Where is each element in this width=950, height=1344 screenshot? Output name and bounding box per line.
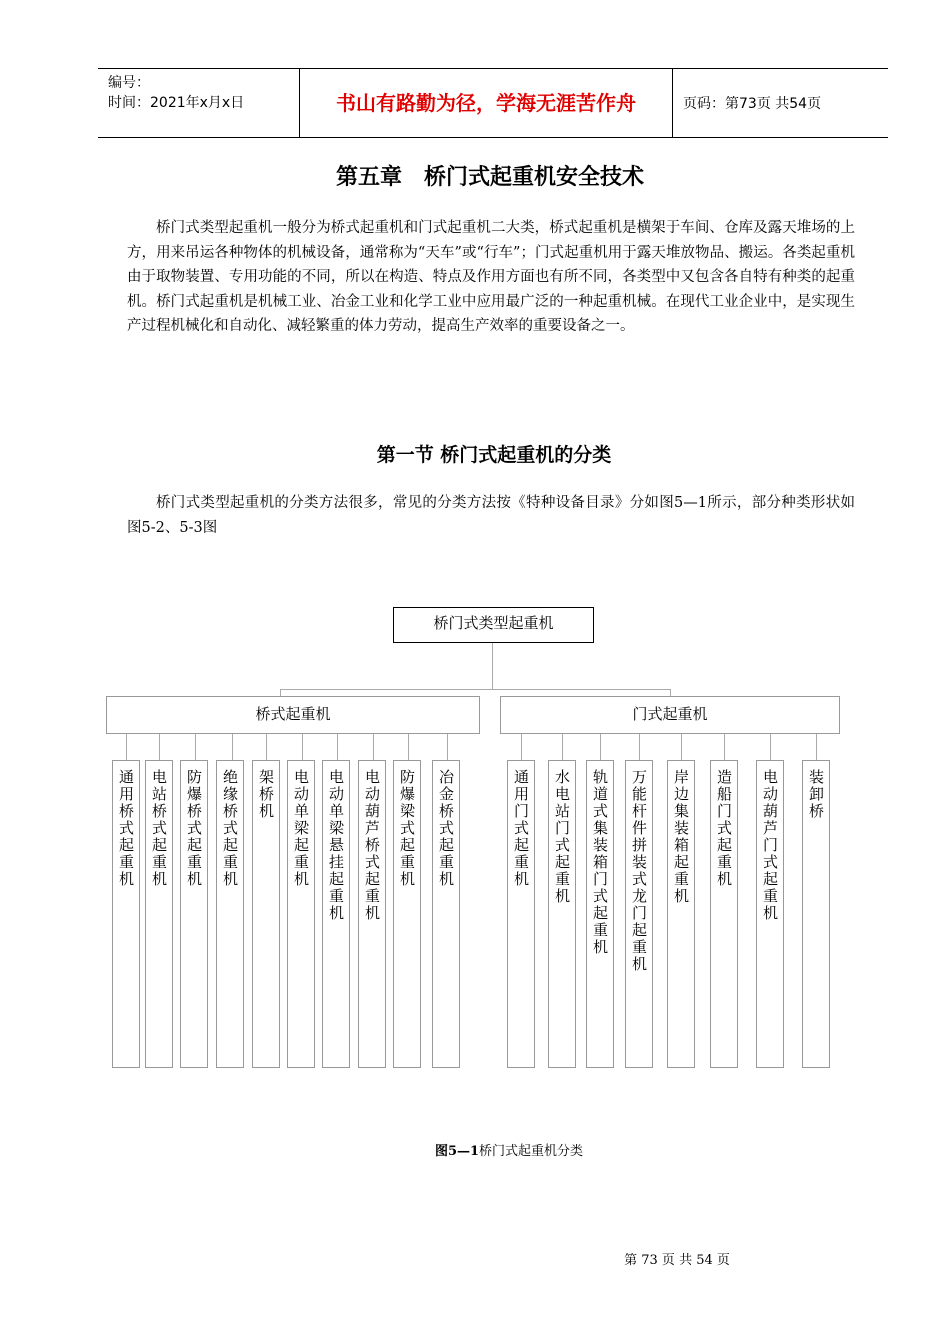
leaf-electric-hoist-gantry-crane: 电动葫芦门式起重机	[756, 760, 784, 1068]
page-footer: 第 73 页 共 54 页	[624, 1253, 730, 1268]
leaf-universal-member-gantry-crane: 万能杆件拼装式龙门起重机	[625, 760, 653, 1068]
leaf-connector	[126, 734, 127, 760]
branch-drop	[670, 689, 671, 696]
bridge-crane-node: 桥式起重机	[106, 696, 480, 734]
leaf-general-gantry-crane: 通用门式起重机	[507, 760, 535, 1068]
chapter-title: 第五章 桥门式起重机安全技术	[335, 165, 644, 190]
leaf-rail-container-gantry-crane: 轨道式集装箱门式起重机	[586, 760, 614, 1068]
section-paragraph: 桥门式类型起重机的分类方法很多，常见的分类方法按《特种设备目录》分如图5—1所示，部分种类形状如图5-2、5-3图	[127, 495, 855, 536]
leaf-shipbuilding-gantry-crane: 造船门式起重机	[710, 760, 738, 1068]
leaf-connector	[408, 734, 409, 760]
leaf-connector	[521, 734, 522, 760]
section-title: 第一节 桥门式起重机的分类	[376, 444, 612, 466]
leaf-connector	[681, 734, 682, 760]
leaf-general-bridge-crane: 通用桥式起重机	[112, 760, 140, 1068]
root-node: 桥门式类型起重机	[393, 607, 594, 643]
leaf-connector	[195, 734, 196, 760]
leaf-loading-unloading-bridge: 装卸桥	[802, 760, 830, 1068]
leaf-insulated-bridge-crane: 绝缘桥式起重机	[216, 760, 244, 1068]
leaf-connector	[159, 734, 160, 760]
leaf-power-station-bridge-crane: 电站桥式起重机	[145, 760, 173, 1068]
header-motto: 书山有路勤为径，学海无涯苦作舟	[336, 91, 636, 115]
leaf-connector	[447, 734, 448, 760]
branch-drop	[280, 689, 281, 696]
leaf-connector	[266, 734, 267, 760]
leaf-explosion-proof-bridge-crane: 防爆桥式起重机	[180, 760, 208, 1068]
figure-caption-text: 桥门式起重机分类	[479, 1144, 584, 1159]
leaf-connector	[232, 734, 233, 760]
branch-connector	[280, 689, 670, 690]
leaf-electric-single-girder-suspension-crane: 电动单梁悬挂起重机	[322, 760, 350, 1068]
leaf-connector	[600, 734, 601, 760]
leaf-hydropower-gantry-crane: 水电站门式起重机	[548, 760, 576, 1068]
gantry-crane-node: 门式起重机	[500, 696, 840, 734]
leaf-metallurgical-bridge-crane: 冶金桥式起重机	[432, 760, 460, 1068]
leaf-electric-hoist-bridge-crane: 电动葫芦桥式起重机	[358, 760, 386, 1068]
date-line: 时间：2021年x月x日	[108, 95, 245, 111]
root-connector	[492, 643, 493, 690]
figure-number: 图5—1	[434, 1144, 480, 1159]
leaf-electric-single-girder-crane: 电动单梁起重机	[287, 760, 315, 1068]
leaf-connector	[562, 734, 563, 760]
intro-paragraph: 桥门式类型起重机一般分为桥式起重机和门式起重机二大类，桥式起重机是横架于车间、仓库及露天堆场的上方，用来吊运各种物体的机械设备，通常称为“天车”或“行车”；门式起重机用于露天堆放物品、搬运。各类起重机由于取物装置、专用功能的不同，所以在构造、特点及作用方面也有所不同，各类型中又包含各自特有种类的起重机。桥门式起重机是机械工业、冶金工业和化学工业中应用最广泛的一种起重机械。在现代工业企业中，是实现生产过程机械化和自动化、减轻繁重的体力劳动，提高生产效率的重要设备之一。	[127, 220, 855, 334]
leaf-connector	[724, 734, 725, 760]
leaf-connector	[816, 734, 817, 760]
leaf-connector	[373, 734, 374, 760]
leaf-quayside-container-crane: 岸边集装箱起重机	[667, 760, 695, 1068]
leaf-connector	[337, 734, 338, 760]
leaf-connector	[302, 734, 303, 760]
figure-caption	[0, 1140, 950, 1159]
leaf-bridge-erecting-machine: 架桥机	[252, 760, 280, 1068]
header-page-info: 页码：第73页 共54页	[683, 96, 822, 112]
leaf-connector	[770, 734, 771, 760]
serial-label: 编号：	[108, 75, 150, 91]
leaf-connector	[639, 734, 640, 760]
leaf-explosion-proof-girder-crane: 防爆梁式起重机	[393, 760, 421, 1068]
